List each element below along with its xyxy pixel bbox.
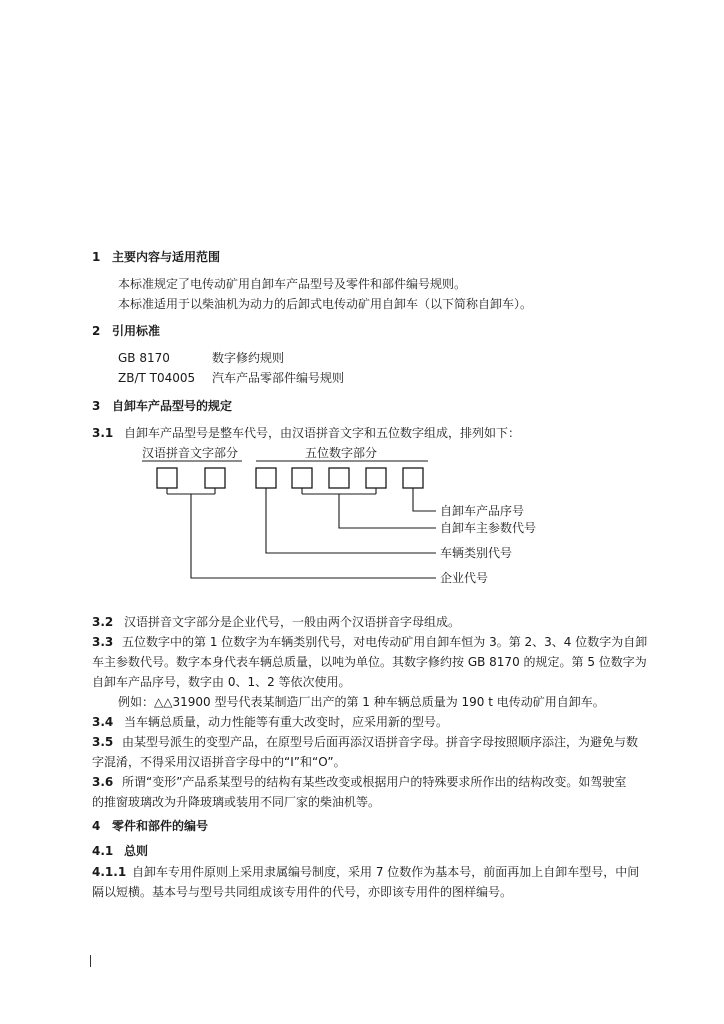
leader-company	[191, 494, 436, 578]
section-1-number: 1	[92, 250, 101, 264]
clause-3-6-number: 3.6	[92, 775, 114, 789]
clause-4-1-number: 4.1	[92, 844, 114, 858]
label-company: 企业代号	[440, 571, 489, 585]
digit-box-1	[256, 468, 276, 488]
label-param: 自卸车主参数代号	[440, 521, 537, 535]
pinyin-letter-box-1	[157, 468, 177, 488]
group-label-digits: 五位数字部分	[305, 446, 378, 460]
clause-4-1-1-number: 4.1.1	[92, 865, 127, 879]
section-1-paragraph-1: 本标准规定了电传动矿用自卸车产品型号及零件和部件编号规则。	[118, 277, 467, 291]
clause-3-3-line-1: 五位数字中的第 1 位数字为车辆类别代号，对电传动矿用自卸车恒为 3。第 2、3、4 位数字为自卸	[122, 635, 648, 649]
reference-name: 汽车产品零部件编号规则	[212, 371, 345, 385]
section-1-title: 主要内容与适用范围	[112, 250, 221, 264]
section-3-number: 3	[92, 399, 101, 413]
clause-3-3-number: 3.3	[92, 635, 114, 649]
clause-3-3-line-3: 自卸车产品序号，数字由 0、1、2 等依次使用。	[92, 675, 351, 689]
label-serial: 自卸车产品序号	[440, 504, 525, 518]
clause-3-5-line-1: 由某型号派生的变型产品，在原型号后面再添汉语拼音字母。拼音字母按照顺序添注，为避免与数	[122, 735, 639, 749]
clause-3-2-text: 汉语拼音文字部分是企业代号，一般由两个汉语拼音字母组成。	[124, 615, 461, 629]
digit-box-4	[366, 468, 386, 488]
digit-box-2	[292, 468, 312, 488]
clause-3-6-line-2: 的推窗玻璃改为升降玻璃或装用不同厂家的柴油机等。	[92, 795, 381, 809]
digit-box-5	[403, 468, 423, 488]
clause-3-5-number: 3.5	[92, 735, 114, 749]
clause-3-1-number: 3.1	[92, 426, 114, 440]
clause-3-2-number: 3.2	[92, 615, 114, 629]
clause-4-1-1-line-1: 自卸车专用件原则上采用隶属编号制度，采用 7 位数作为基本号，前面再加上自卸车型号，中间	[132, 865, 640, 879]
clause-3-4-text: 当车辆总质量，动力性能等有重大改变时，应采用新的型号。	[124, 715, 449, 729]
clause-3-4-number: 3.4	[92, 715, 114, 729]
section-4-number: 4	[92, 819, 101, 833]
digit-box-3	[329, 468, 349, 488]
reference-code: ZB/T T04005	[118, 371, 196, 385]
clause-3-1-text: 自卸车产品型号是整车代号，由汉语拼音文字和五位数字组成，排列如下：	[124, 426, 521, 440]
leader-serial	[413, 488, 436, 511]
clause-3-5-line-2: 字混淆，不得采用汉语拼音字母中的“I”和“O”。	[92, 755, 346, 769]
group-label-pinyin: 汉语拼音文字部分	[142, 446, 239, 460]
clause-4-1-title: 总则	[124, 844, 149, 858]
clause-3-3-example: 例如：△△31900 型号代表某制造厂出产的第 1 种车辆总质量为 190 t 电传动矿用自卸车。	[118, 695, 605, 709]
section-2-title: 引用标准	[112, 324, 161, 338]
clause-3-6-line-1: 所谓“变形”产品系某型号的结构有某些改变或根据用户的特殊要求所作出的结构改变。如驾驶室	[122, 775, 627, 789]
scan-edge-mark	[90, 955, 91, 967]
reference-name: 数字修约规则	[212, 351, 285, 365]
clause-3-3-line-2: 车主参数代号。数字本身代表车辆总质量，以吨为单位。其数字修约按 GB 8170 的规定。第 5 位数字为	[92, 655, 647, 669]
reference-code: GB 8170	[118, 351, 170, 365]
section-2-number: 2	[92, 324, 101, 338]
section-1-paragraph-2: 本标准适用于以柴油机为动力的后卸式电传动矿用自卸车（以下简称自卸车）。	[118, 297, 533, 311]
pinyin-letter-box-2	[205, 468, 225, 488]
section-3-title: 自卸车产品型号的规定	[112, 399, 233, 413]
leader-category	[266, 488, 436, 553]
clause-4-1-1-line-2: 隔以短横。基本号与型号共同组成该专用件的代号，亦即该专用件的图样编号。	[92, 885, 513, 899]
section-4-title: 零件和部件的编号	[112, 819, 209, 833]
label-category: 车辆类别代号	[440, 546, 513, 560]
